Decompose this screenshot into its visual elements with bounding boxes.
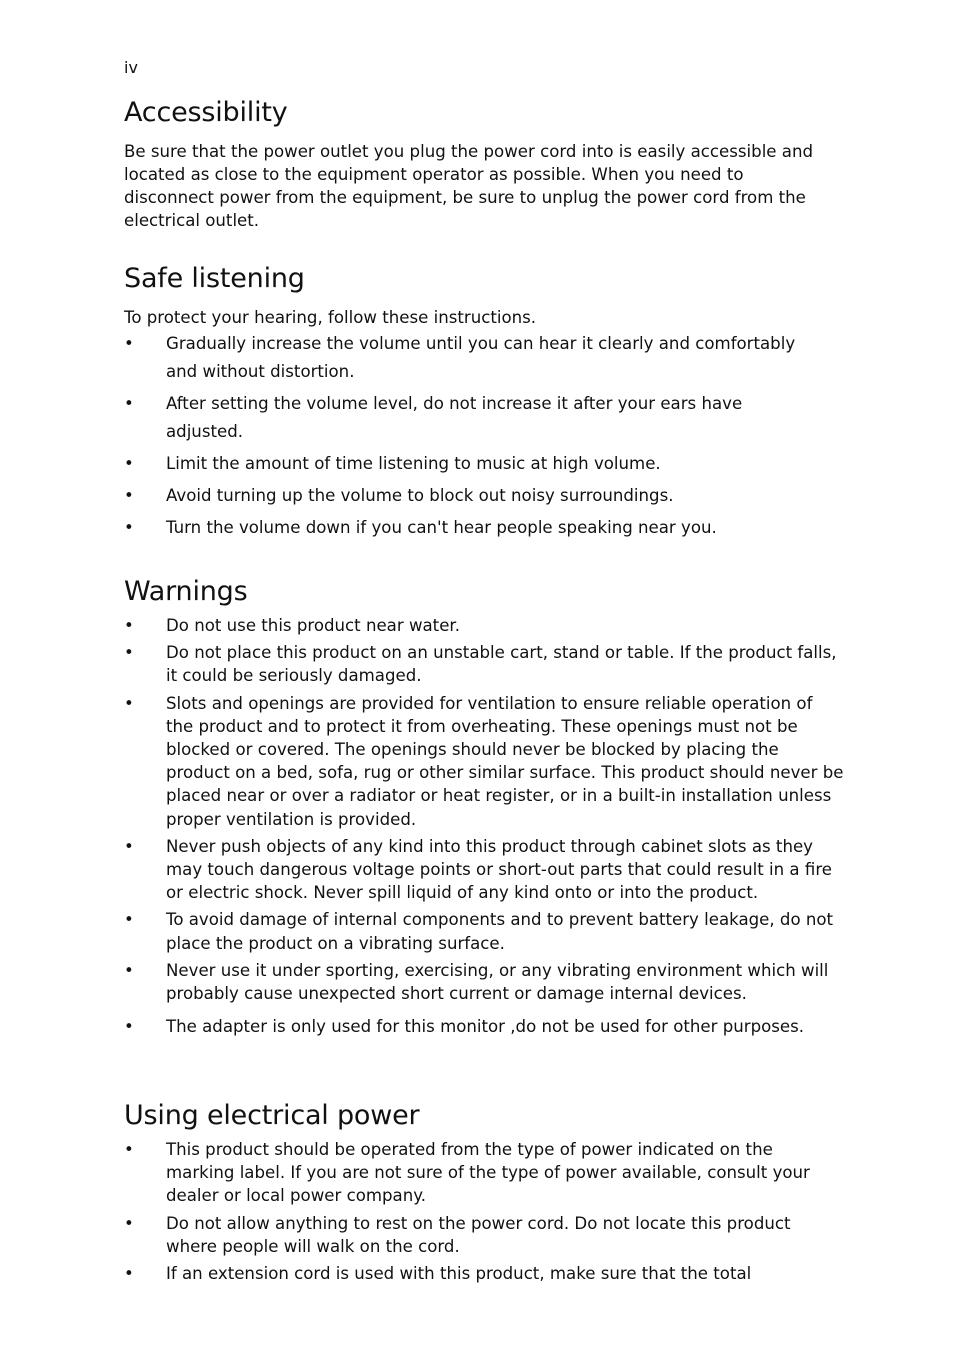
list-item: • Turn the volume down if you can't hear people speaking near you. xyxy=(124,514,814,542)
bullet-icon: • xyxy=(124,334,134,353)
list-item: • To avoid damage of internal components and to prevent battery leakage, do not place the product on a vibrating surface. xyxy=(124,910,834,953)
bullet-icon: • xyxy=(124,518,134,537)
section-title-electrical-power: Using electrical power xyxy=(124,1100,420,1131)
list-item: • Do not place this product on an unstable cart, stand or table. If the product falls, it could be seriously damaged. xyxy=(124,643,837,686)
list-item: • Avoid turning up the volume to block out noisy surroundings. xyxy=(124,482,814,510)
list-item: • Limit the amount of time listening to music at high volume. xyxy=(124,450,814,478)
bullet-icon: • xyxy=(124,643,134,663)
bullet-icon: • xyxy=(124,693,134,713)
section-title-safe-listening: Safe listening xyxy=(124,263,305,294)
list-item: • Gradually increase the volume until you can hear it clearly and comfortably and without distortion. xyxy=(124,330,814,386)
list-item: • Do not allow anything to rest on the power cord. Do not locate this product where people will walk on the cord. xyxy=(124,1213,791,1256)
list-item: • Do not use this product near water. xyxy=(124,614,844,637)
section-title-warnings: Warnings xyxy=(124,576,248,607)
list-item: • After setting the volume level, do not increase it after your ears have adjusted. xyxy=(124,390,814,446)
safe-listening-intro: To protect your hearing, follow these instructions. xyxy=(124,308,537,327)
bullet-icon: • xyxy=(124,960,134,980)
bullet-icon: • xyxy=(124,454,134,473)
bullet-icon: • xyxy=(124,1017,134,1037)
bullet-icon: • xyxy=(124,394,134,413)
bullet-icon: • xyxy=(124,1140,134,1159)
section-title-accessibility: Accessibility xyxy=(124,97,288,128)
list-item: • Slots and openings are provided for ventilation to ensure reliable operation of the product and to protect it from overheating. These openings must not be blocked or covered. The openings should never be blocked by placing the product on a bed, sofa, rug or other similar surface. This product should never be placed near or over a radiator or heat register, or in a built-in installation unless proper ventilation is provided. xyxy=(124,693,844,829)
bullet-icon: • xyxy=(124,616,134,635)
bullet-icon: • xyxy=(124,1213,134,1233)
bullet-icon: • xyxy=(124,910,134,930)
list-item: • Never push objects of any kind into this product through cabinet slots as they may touch dangerous voltage points or short-out parts that could result in a fire or electric shock. Never spill liquid of any kind onto or into the product. xyxy=(124,836,832,903)
accessibility-body: Be sure that the power outlet you plug the power cord into is easily accessible and located as close to the equipment operator as possible. When you need to disconnect power from the equipment, be sure to unplug the power cord from the electrical outlet. xyxy=(124,142,814,230)
list-item: • The adapter is only used for this monitor ,do not be used for other purposes. xyxy=(124,1015,844,1038)
bullet-icon: • xyxy=(124,1264,134,1284)
list-item: • If an extension cord is used with this product, make sure that the total xyxy=(124,1262,824,1285)
safe-listening-list xyxy=(124,330,814,546)
list-item: • This product should be operated from the type of power indicated on the marking label. If you are not sure of the type of power available, consult your dealer or local power company. xyxy=(124,1140,810,1206)
warnings-list xyxy=(124,614,844,1042)
bullet-icon: • xyxy=(124,486,134,505)
bullet-icon: • xyxy=(124,836,134,856)
list-item: • Never use it under sporting, exercising, or any vibrating environment which will probably cause unexpected short current or damage internal devices. xyxy=(124,960,829,1004)
electrical-power-list xyxy=(124,1138,824,1289)
page-number: iv xyxy=(124,58,138,77)
